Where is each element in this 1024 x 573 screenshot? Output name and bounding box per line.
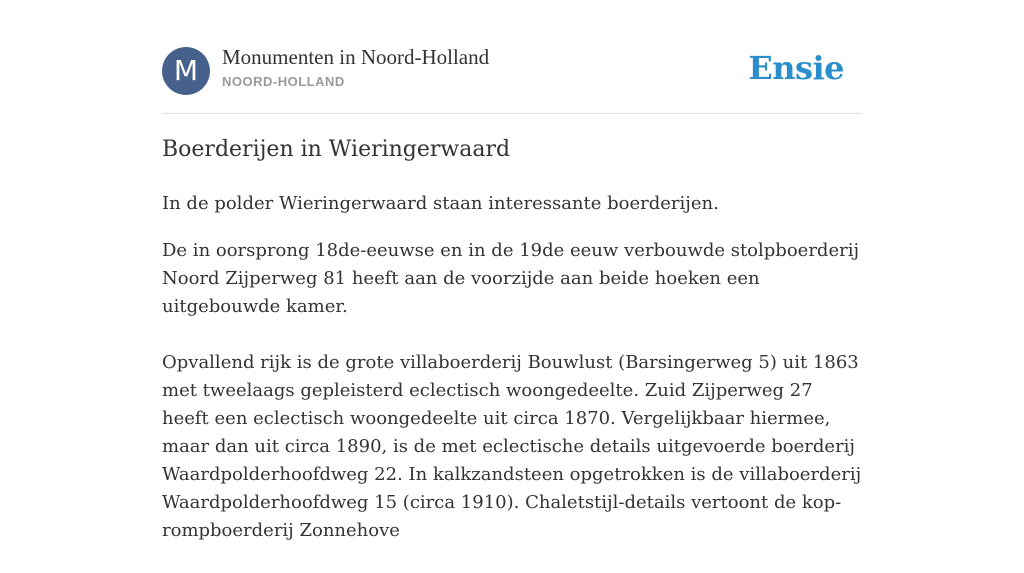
channel-avatar[interactable]: M xyxy=(162,47,210,95)
ensie-logo[interactable]: Ensie xyxy=(748,49,844,87)
channel-subtitle[interactable]: NOORD-HOLLAND xyxy=(222,74,345,89)
article-intro: In de polder Wieringerwaard staan interessante boerderijen. xyxy=(162,193,719,214)
article-title: Boerderijen in Wieringerwaard xyxy=(162,137,511,162)
page xyxy=(162,0,862,541)
channel-title[interactable]: Monumenten in Noord-Holland xyxy=(222,45,490,69)
article-body xyxy=(162,237,862,573)
article-paragraph: De in oorsprong 18de-eeuwse en in de 19de eeuw verbouwde stolpboerderij Noord Zijperweg 81 heeft aan de voorzijde aan beide hoeken een uitgebouwde kamer. xyxy=(162,240,860,317)
article-paragraph: Opvallend rijk is de grote villaboerderij Bouwlust (Barsingerweg 5) uit 1863 met tweelaags gepleisterd eclectisch woongedeelte. Zuid Zijperweg 27 heeft een eclectisch woongedeelte uit circa 1870. Vergelijkbaar hiermee, maar dan uit circa 1890, is de met eclectische details uitgevoerde boerderij Waardpolderhoofdweg 22. In kalkzandsteen opgetrokken is de villaboerderij Waardpolderhoofdweg 15 (circa 1910). Chaletstijl-details vertoont de kop-rompboerderij Zonnehove xyxy=(162,352,862,541)
header xyxy=(162,0,862,114)
